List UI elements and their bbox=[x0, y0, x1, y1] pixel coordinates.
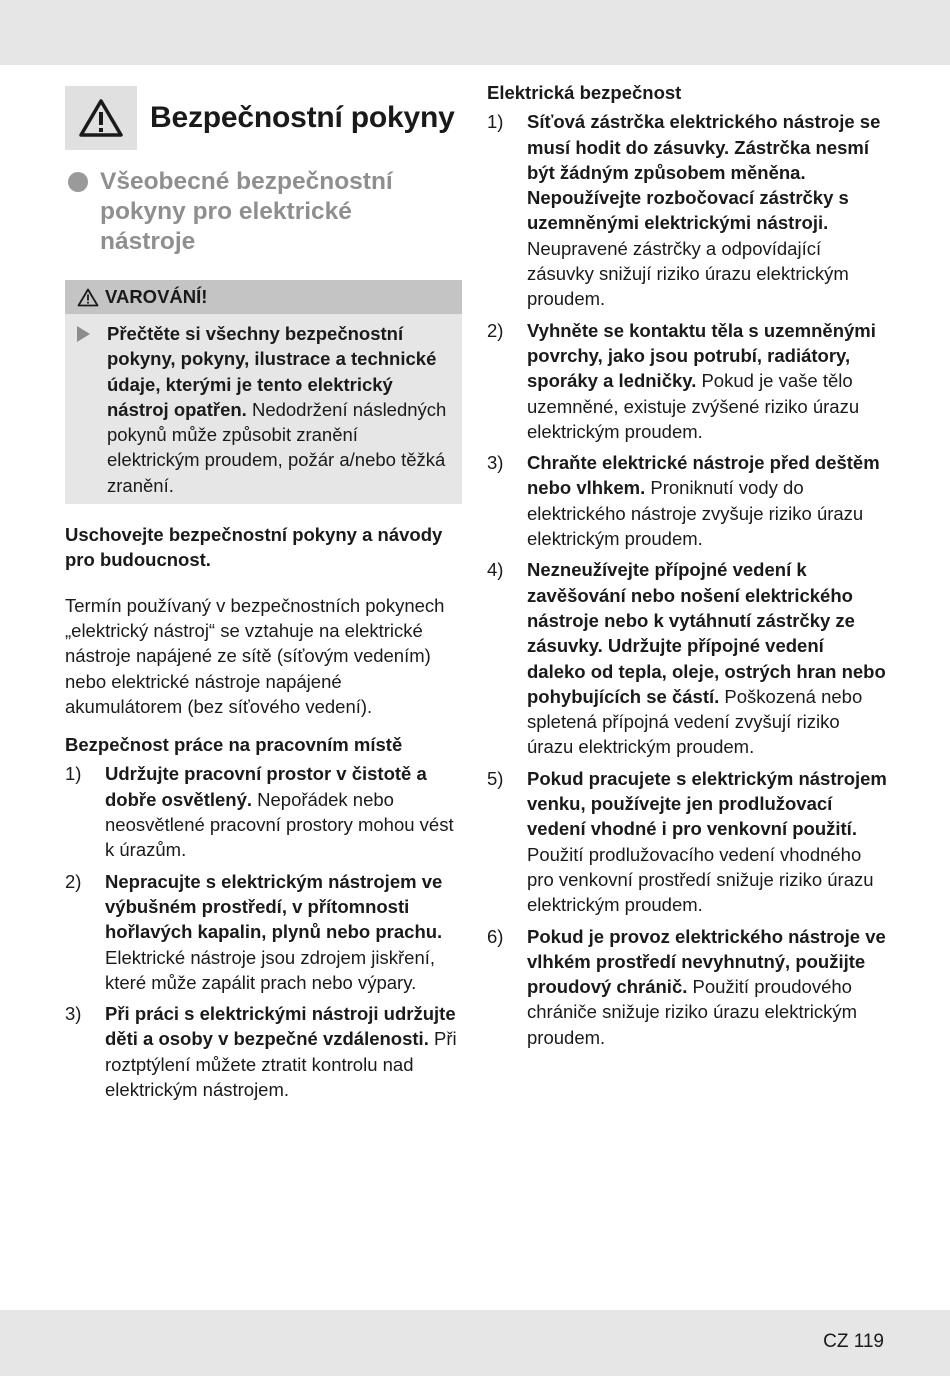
subheading-text: Všeobecné bezpečnostní pokyny pro elektrické nástroje bbox=[100, 168, 393, 255]
item-text bbox=[105, 1001, 462, 1102]
list-item bbox=[487, 450, 887, 551]
item-number: 2) bbox=[487, 319, 504, 341]
item-number: 2) bbox=[65, 870, 82, 892]
item-number: 5) bbox=[487, 767, 504, 789]
item-number: 1) bbox=[65, 763, 82, 785]
item-normal: Při roztptýlení můžete ztratit kontrolu nad elektrickým nástrojem. bbox=[105, 1028, 457, 1101]
item-text bbox=[105, 869, 462, 995]
term-paragraph: Termín používaný v bezpečnostních pokynech „elektrický nástroj“ se vztahuje na elektrické nástroje napájené ze sítě (síťovým vedením) nebo elektrické nástroje napájené akumulátorem (bez síťového vedení). bbox=[65, 594, 445, 717]
item-text bbox=[527, 109, 887, 311]
title-row bbox=[65, 85, 462, 151]
item-text bbox=[527, 924, 887, 1050]
list-item bbox=[487, 557, 887, 759]
item-number: 3) bbox=[487, 452, 504, 474]
warning-panel bbox=[65, 280, 462, 504]
item-text bbox=[527, 450, 887, 551]
item-bold: Pokud je provoz elektrického nástroje ve vlhkém prostředí nevyhnutný, použijte proudový chránič. bbox=[527, 925, 886, 998]
item-normal: Použití prodlužovacího vedení vhodného pro venkovní prostředí snižuje riziko úrazu elektrickým proudem. bbox=[527, 843, 874, 916]
item-normal: Pokud je vaše tělo uzemněné, existuje zvýšené riziko úrazu elektrickým proudem. bbox=[527, 370, 860, 442]
list-item bbox=[487, 924, 887, 1050]
triangle-bullet-icon bbox=[77, 326, 90, 342]
warning-icon-box bbox=[65, 86, 137, 150]
item-text bbox=[527, 318, 887, 444]
item-bold: Při práci s elektrickými nástroji udržujte děti a osoby v bezpečné vzdálenosti. bbox=[105, 1003, 456, 1050]
keep-note: Uschovejte bezpečnostní pokyny a návody pro budoucnost. bbox=[65, 524, 443, 571]
item-number: 4) bbox=[487, 559, 504, 581]
warning-small-icon bbox=[77, 288, 99, 307]
workplace-heading: Bezpečnost práce na pracovním místě bbox=[65, 734, 403, 756]
header-bar bbox=[0, 0, 950, 65]
list-item bbox=[487, 766, 887, 918]
item-text bbox=[527, 557, 887, 759]
page-number: CZ 119 bbox=[823, 1331, 884, 1352]
warning-heading-label: VAROVÁNÍ! bbox=[105, 286, 208, 307]
item-normal: Nepořádek nebo neosvětlené pracovní prostory mohou vést k úrazům. bbox=[105, 788, 454, 861]
item-bold: Udržujte pracovní prostor v čistotě a dobře osvětlený. bbox=[105, 763, 427, 810]
workplace-list bbox=[65, 761, 462, 1102]
item-bold: Nepracujte s elektrickým nástrojem ve výbušném prostředí, v přítomnosti hořlavých kapalin, plynů nebo prachu. bbox=[105, 870, 443, 943]
item-number: 3) bbox=[65, 1003, 82, 1025]
list-item bbox=[487, 318, 887, 444]
item-normal: Elektrické nástroje jsou zdrojem jiskření, které může zapálit prach nebo výpary. bbox=[105, 946, 436, 993]
item-normal: Použití proudového chrániče snižuje riziko úrazu elektrickým proudem. bbox=[527, 976, 858, 1048]
page-title: Bezpečnostní pokyny bbox=[150, 101, 455, 134]
list-item bbox=[487, 109, 887, 311]
item-normal: Poškozená nebo spletená přípojná vedení zvyšují riziko úrazu elektrickým proudem. bbox=[527, 685, 863, 758]
electrical-heading: Elektrická bezpečnost bbox=[487, 82, 682, 103]
warning-bold-text: Přečtěte si všechny bezpečnostní pokyny, pokyny, ilustrace a technické údaje, kterými je tento elektrický nástroj opatřen. bbox=[107, 323, 437, 420]
list-item bbox=[65, 869, 462, 995]
warning-triangle-icon bbox=[78, 98, 124, 138]
item-bold: Nezneužívejte přípojné vedení k zavěšování nebo nošení elektrického nástroje nebo k vytáhnutí zástrčky ze zásuvky. Udržujte přípojné vedení daleko od tepla, oleje, ostrých hran nebo pohybujících se částí. bbox=[527, 559, 886, 707]
warning-normal-text: Nedodržení následných pokynů může způsobit zranění elektrickým proudem, požár a/nebo těžká zranění. bbox=[107, 398, 447, 496]
item-bold: Chraňte elektrické nástroje před deštěm nebo vlhkem. bbox=[527, 452, 880, 499]
item-normal: Neupravené zástrčky a odpovídající zásuvky snižují riziko úrazu elektrickým proudem. bbox=[527, 237, 849, 310]
warning-body bbox=[65, 314, 462, 498]
item-number: 6) bbox=[487, 925, 504, 947]
right-column bbox=[487, 80, 887, 1056]
list-item bbox=[65, 761, 462, 862]
item-bold: Síťová zástrčka elektrického nástroje se musí hodit do zásuvky. Zástrčka nesmí být žádným způsobem měněna. Nepoužívejte rozbočovací zástrčky s uzemněnými elektrickými nástroji. bbox=[527, 111, 881, 234]
circle-bullet-icon bbox=[68, 172, 88, 192]
warning-heading bbox=[65, 280, 462, 314]
list-item bbox=[65, 1001, 462, 1102]
electrical-list bbox=[487, 109, 887, 1050]
item-normal: Proniknutí vody do elektrického nástroje zvyšuje riziko úrazu elektrickým proudem. bbox=[527, 477, 864, 550]
item-number: 1) bbox=[487, 111, 504, 133]
item-bold: Pokud pracujete s elektrickým nástrojem venku, používejte jen prodlužovací vedení vhodné i pro venkovní použití. bbox=[527, 767, 887, 840]
item-text bbox=[105, 761, 462, 862]
section-subheading bbox=[65, 167, 462, 257]
item-bold: Vyhněte se kontaktu těla s uzemněnými povrchy, jako jsou potrubí, radiátory, sporáky a ledničky. bbox=[527, 319, 876, 392]
item-text bbox=[527, 766, 887, 918]
footer-bar bbox=[0, 1310, 950, 1376]
left-column bbox=[65, 85, 462, 1108]
warning-text bbox=[107, 321, 452, 498]
